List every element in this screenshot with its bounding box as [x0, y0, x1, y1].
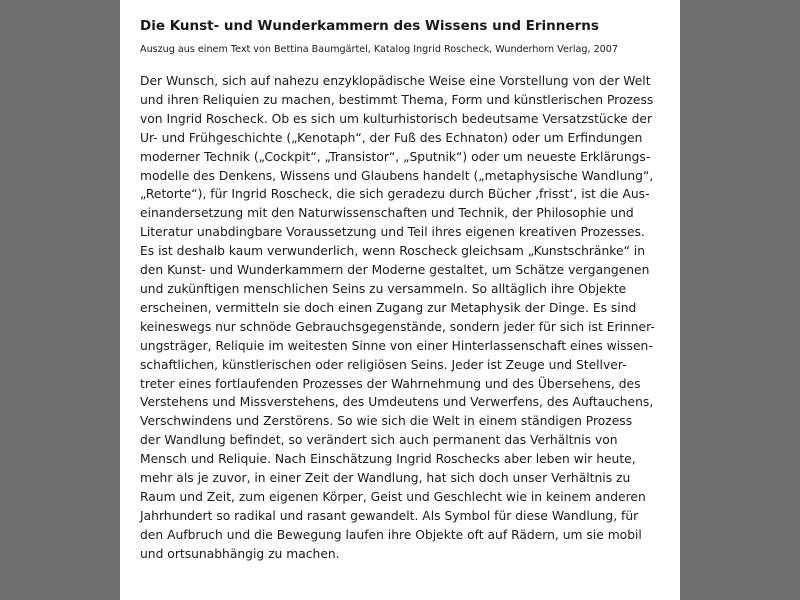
article-title: Die Kunst- und Wunderkammern des Wissens und Erinnerns — [140, 18, 599, 34]
body-line: erscheinen, vermitteln sie doch einen Zugang zur Metaphysik der Dinge. Es sind — [140, 300, 637, 315]
body-line: modelle des Denkens, Wissens und Glaubens handelt („metaphysische Wandlung“, — [140, 168, 654, 183]
body-line: Ur- und Frühgeschichte („Kenotaph“, der Fuß des Echnaton) oder um Erfindungen — [140, 130, 643, 145]
body-line: Der Wunsch, sich auf nahezu enzyklopädische Weise eine Vorstellung von der Welt — [140, 74, 651, 88]
article-body — [140, 72, 660, 564]
body-line: von Ingrid Roscheck. Ob es sich um kulturhistorisch bedeutsame Versatzstücke der — [140, 111, 653, 126]
body-line: und zukünftigen menschlichen Seins zu versammeln. So alltäglich ihre Objekte — [140, 281, 627, 296]
body-line: der Wandlung befindet, so verändert sich auch permanent das Verhältnis von — [140, 433, 618, 448]
body-line: Verschwindens und Zerstörens. So wie sich die Welt in einem ständigen Prozess — [140, 414, 633, 429]
body-line: schaftlichen, künstlerischen oder religiösen Seins. Jeder ist Zeuge und Stellver- — [140, 357, 627, 372]
body-line: mehr als je zuvor, in einer Zeit der Wandlung, hat sich doch unser Verhältnis zu — [140, 471, 631, 486]
body-line: treter eines fortlaufenden Prozesses der Wahrnehmung und des Übersehens, des — [140, 376, 641, 391]
body-line: keineswegs nur schnöde Gebrauchsgegenstände, sondern jeder für sich ist Erinner- — [140, 319, 655, 334]
article-page — [120, 0, 680, 600]
body-line: „Retorte“), für Ingrid Roscheck, die sich geradezu durch Bücher ‚frisst‘, ist die Aus- — [140, 187, 650, 202]
body-line: Raum und Zeit, zum eigenen Körper, Geist und Geschlecht wie in keinem anderen — [140, 489, 646, 504]
body-line: Jahrhundert so radikal und rasant gewandelt. Als Symbol für diese Wandlung, für — [140, 508, 639, 523]
article-subtitle: Auszug aus einem Text von Bettina Baumgärtel, Katalog Ingrid Roscheck, Wunderhorn Verlag, 2007 — [140, 44, 618, 55]
body-line: moderner Technik („Cockpit“, „Transistor“, „Sputnik“) oder um neueste Erklärungs- — [140, 149, 651, 164]
body-line: und ihren Reliquien zu machen, bestimmt Thema, Form und künstlerischen Prozess — [140, 92, 654, 107]
body-line: Literatur unabdingbare Voraussetzung und Teil ihres eigenen kreativen Prozesses. — [140, 225, 645, 240]
body-line: und ortsunabhängig zu machen. — [140, 546, 340, 561]
body-line: den Aufbruch und die Bewegung laufen ihre Objekte oft auf Rädern, um sie mobil — [140, 527, 642, 542]
body-line: Es ist deshalb kaum verwunderlich, wenn Roscheck gleichsam „Kunstschränke“ in — [140, 244, 645, 259]
body-line: ungsträger, Reliquie im weitesten Sinne von einer Hinterlassenschaft eines wissen- — [140, 338, 653, 353]
body-line: einandersetzung mit den Naturwissenschaften und Technik, der Philosophie und — [140, 206, 634, 221]
body-line: Verstehens und Missverstehens, des Umdeutens und Verwerfens, des Auftauchens, — [140, 395, 654, 410]
body-line: Mensch und Reliquie. Nach Einschätzung Ingrid Roschecks aber leben wir heute, — [140, 452, 636, 467]
body-line: den Kunst- und Wunderkammern der Moderne gestaltet, um Schätze vergangenen — [140, 263, 650, 278]
